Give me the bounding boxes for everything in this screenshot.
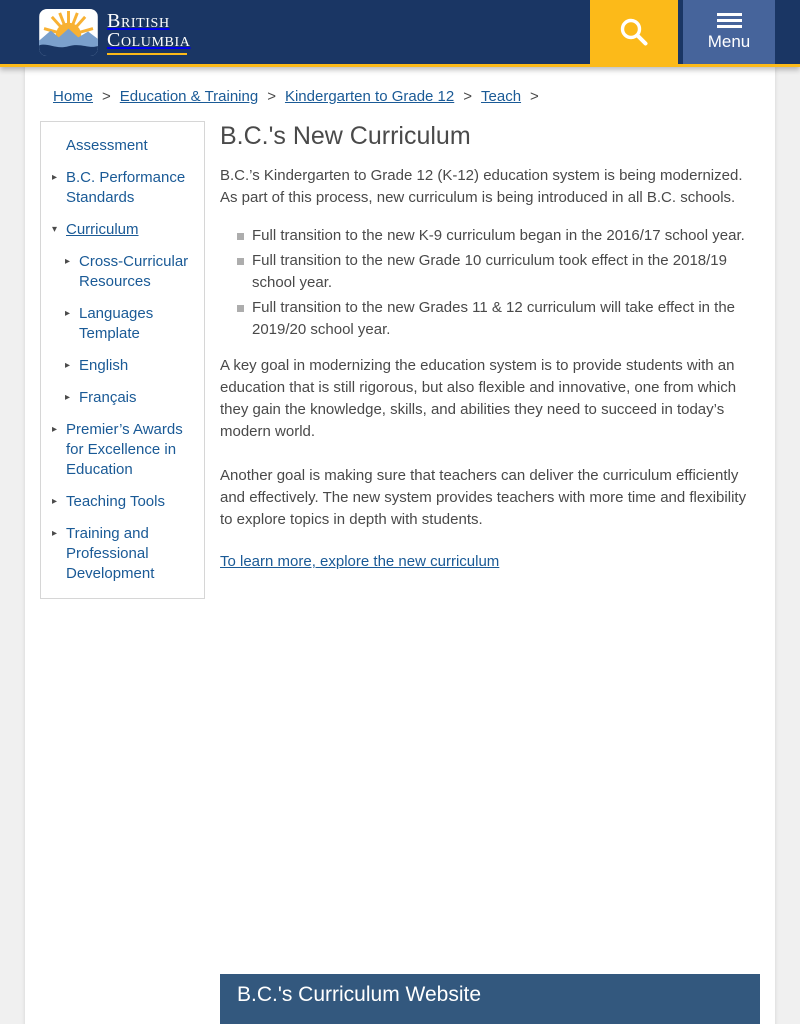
sidebar-item-francais[interactable]: [41, 388, 194, 408]
breadcrumb-k12-link[interactable]: Kindergarten to Grade 12: [284, 88, 455, 105]
sidebar-item-label[interactable]: English: [79, 357, 129, 374]
sidebar-item-label[interactable]: B.C. Performance Standards: [66, 169, 186, 206]
sidebar-item-premiers-awards[interactable]: [41, 420, 194, 480]
chevron-right-icon: ▸: [65, 392, 71, 403]
breadcrumb-education-training-link[interactable]: Education & Training: [119, 88, 259, 105]
sidebar-item-label[interactable]: Curriculum: [66, 221, 139, 238]
chevron-right-icon: ▸: [52, 424, 58, 435]
explore-curriculum-link[interactable]: To learn more, explore the new curriculum: [220, 553, 500, 570]
sidebar-item-label[interactable]: Assessment: [66, 137, 148, 154]
chevron-right-icon: ▸: [52, 496, 58, 507]
key-goal-paragraph: A key goal in modernizing the education system is to provide students with an education that is still rigorous, but also flexible and innovative, one from which they gain the knowledge, skills, and abilities they need to succeed in today’s modern world.: [220, 357, 737, 440]
logo-gold-underline: [107, 53, 187, 55]
sidebar-item-label[interactable]: Languages Template: [79, 305, 154, 342]
sidebar-item-english[interactable]: [41, 356, 194, 376]
logo-line2: Columbia: [107, 29, 191, 51]
menu-button-label: Menu: [707, 31, 751, 51]
logo-wordmark: [107, 9, 190, 55]
chevron-right-icon: ▸: [65, 360, 71, 371]
curriculum-website-callout: [220, 974, 760, 1024]
sidebar-item-label[interactable]: Premier’s Awards for Excellence in Education: [66, 421, 183, 478]
breadcrumb-separator: >: [267, 88, 276, 105]
breadcrumb-home-link[interactable]: Home: [53, 88, 94, 105]
bc-logo-shield-icon: [39, 9, 98, 56]
menu-button[interactable]: [683, 0, 775, 64]
header-spacer: [190, 0, 590, 64]
sidebar-item-list: [41, 136, 194, 584]
sidebar-item-assessment[interactable]: [41, 136, 194, 156]
page-content-column: [25, 67, 775, 1024]
callout-title: B.C.'s Curriculum Website: [237, 983, 482, 1006]
sidebar-item-curriculum[interactable]: [41, 220, 194, 240]
chevron-right-icon: ▸: [52, 528, 58, 539]
transition-bullet-list: [220, 225, 760, 341]
logo-line1: British: [107, 10, 170, 32]
chevron-right-icon: ▸: [65, 256, 71, 267]
hamburger-icon: [717, 13, 742, 28]
sidebar-navigation: [40, 121, 205, 599]
sidebar-item-label[interactable]: Training and Professional Development: [66, 525, 155, 582]
breadcrumb-separator: >: [463, 88, 473, 105]
sidebar-item-label[interactable]: Français: [79, 389, 137, 406]
breadcrumb-teach-link[interactable]: Teach: [481, 88, 522, 105]
sidebar-item-bc-performance-standards[interactable]: [41, 168, 194, 208]
breadcrumb-separator: >: [530, 88, 539, 105]
page-title: B.C.'s New Curriculum: [220, 122, 471, 150]
sidebar-item-training-professional-development[interactable]: [41, 524, 194, 584]
chevron-down-icon: ▾: [52, 224, 58, 235]
another-goal-paragraph: Another goal is making sure that teachers can deliver the curriculum efficiently and effectively. The new system provides teachers with more time and flexibility to explore topics in depth with students.: [220, 467, 747, 528]
search-button[interactable]: [590, 0, 678, 64]
sidebar-item-teaching-tools[interactable]: [41, 492, 194, 512]
sidebar-item-label[interactable]: Teaching Tools: [66, 493, 165, 510]
bullet-item: Full transition to the new K-9 curriculum began in the 2016/17 school year.: [220, 225, 760, 247]
chevron-right-icon: ▸: [65, 308, 71, 319]
bullet-item: Full transition to the new Grade 10 curriculum took effect in the 2018/19 school year.: [220, 250, 760, 294]
breadcrumb-separator: >: [102, 88, 111, 105]
search-icon: [618, 16, 650, 48]
site-header: [0, 0, 800, 67]
bullet-item: Full transition to the new Grades 11 & 12 curriculum will take effect in the 2019/20 school year.: [220, 297, 760, 341]
sidebar-item-cross-curricular-resources[interactable]: [41, 252, 194, 292]
intro-paragraph: B.C.’s Kindergarten to Grade 12 (K-12) education system is being modernized. As part of this process, new curriculum is being introduced in all B.C. schools.: [220, 167, 743, 206]
chevron-right-icon: ▸: [52, 172, 58, 183]
sidebar-item-languages-template[interactable]: [41, 304, 194, 344]
sidebar-item-label[interactable]: Cross-Curricular Resources: [79, 253, 189, 290]
main-content: [220, 121, 760, 1024]
breadcrumb: [25, 67, 775, 121]
bc-government-logo[interactable]: [25, 0, 190, 64]
